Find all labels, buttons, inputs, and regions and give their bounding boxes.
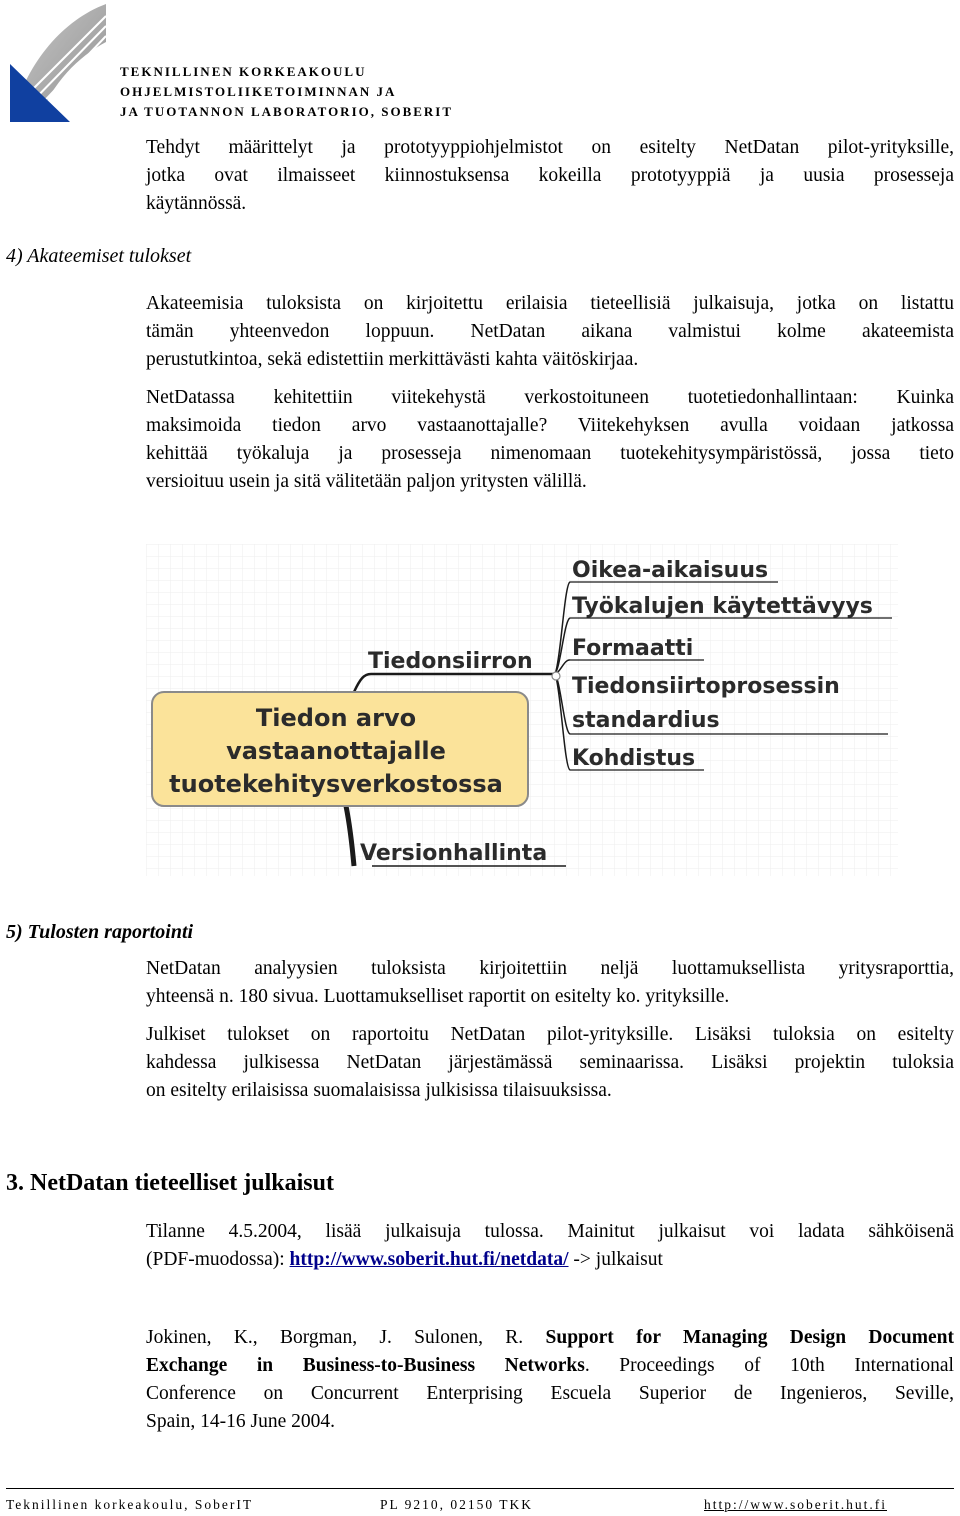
leaf-label: Tiedonsiirtoprosessin [572, 674, 840, 699]
publications-paragraph [146, 1218, 954, 1274]
text-line: kahdessa julkisessa NetDatan järjestämässä seminaarissa. Lisäksi projektin tuloksia [146, 1052, 954, 1073]
reference-title-part2: Exchange in Business-to-Business Networks [146, 1355, 585, 1376]
text-line: versioituu usein ja sitä välitetään paljon yritysten välillä. [146, 471, 587, 492]
text-line: Tilanne 4.5.2004, lisää julkaisuja tulossa. Mainitut julkaisut voi ladata sähköisenä [146, 1221, 954, 1242]
text-line: jotka ovat ilmaisseet kiinnostuksensa kokeilla prototyyppiä ja uusia prosesseja [146, 165, 954, 186]
section-heading-academic: 4) Akateemiset tulokset [6, 245, 192, 267]
text-fragment: -> julkaisut [568, 1249, 663, 1270]
leaf-label: Formaatti [572, 636, 694, 661]
header-title-line2: OHJELMISTOLIIKETOIMINNAN JA [120, 84, 397, 99]
leaf-label: Oikea-aikaisuus [572, 558, 769, 583]
reporting-paragraph-1 [146, 955, 954, 1011]
branch-label-bottom: Versionhallinta [360, 841, 548, 866]
text-line: yhteensä n. 180 sivua. Luottamukselliset raportit on esitelty ko. yrityksille. [146, 986, 730, 1007]
text-line: NetDatan analyysien tuloksista kirjoitettiin neljä luottamuksellista yritysraporttia, [146, 958, 954, 979]
footer-address: PL 9210, 02150 TKK [380, 1497, 534, 1512]
academic-paragraph-2 [146, 384, 954, 496]
footer-website-link[interactable]: http://www.soberit.hut.fi [704, 1497, 887, 1512]
intro-paragraph [146, 134, 954, 218]
text-line [146, 1352, 954, 1380]
header-title-line3: JA TUOTANNON LABORATORIO, SOBERIT [120, 104, 454, 119]
text-line: Tehdyt määrittelyt ja prototyyppiohjelmistot on esitelty NetDatan pilot-yrityksille, [146, 137, 954, 158]
leaf-label: Kohdistus [572, 746, 696, 771]
text-line: kehittää työkaluja ja prosesseja nimenomaan tuotekehitysympäristössä, jossa tieto [146, 443, 954, 464]
text-fragment: (PDF-muodossa): [146, 1249, 290, 1270]
text-line: Conference on Concurrent Enterprising Escuela Superior de Ingenieros, Seville, [146, 1383, 954, 1404]
text-line: perustutkintoa, sekä edistettiin merkittävästi kahta väitöskirjaa. [146, 349, 639, 370]
text-line [146, 1246, 954, 1274]
section-heading-reporting: 5) Tulosten raportointi [6, 921, 194, 943]
text-line: tämän yhteenvedon loppuun. NetDatan aikana valmistui kolme akateemista [146, 321, 954, 342]
text-line: Akateemisia tuloksista on kirjoitettu erilaisia tieteellisiä julkaisuja, jotka on listattu [146, 293, 954, 314]
footer-divider [6, 1488, 954, 1489]
leaf-label: Työkalujen käytettävyys [572, 594, 873, 619]
central-node-line2: vastaanottajalle [226, 737, 446, 765]
branch-label-top: Tiedonsiirron [368, 649, 533, 674]
reference-venue: . Proceedings of 10th International [584, 1355, 954, 1376]
leaf-label: standardius [572, 708, 720, 733]
section-heading-publications: 3. NetDatan tieteelliset julkaisut [6, 1170, 334, 1196]
reporting-paragraph-2 [146, 1021, 954, 1105]
text-line: Spain, 14-16 June 2004. [146, 1411, 336, 1432]
netdata-link[interactable]: http://www.soberit.hut.fi/netdata/ [289, 1249, 569, 1270]
text-line [146, 1324, 954, 1352]
reference-authors: Jokinen, K., Borgman, J. Sulonen, R. [146, 1327, 546, 1348]
central-node-line3: tuotekehitysverkostossa [169, 770, 503, 798]
header-title-line1: TEKNILLINEN KORKEAKOULU [120, 64, 367, 79]
reference-title-part1: Support for Managing Design Document [545, 1327, 955, 1348]
text-line: NetDatassa kehitettiin viitekehystä verkostoituneen tuotetiedonhallintaan: Kuinka [146, 387, 954, 408]
publication-reference [146, 1324, 954, 1436]
text-line: käytännössä. [146, 193, 247, 214]
text-line: Julkiset tulokset on raportoitu NetDatan pilot-yrityksille. Lisäksi tuloksia on esitelty [146, 1024, 954, 1045]
central-node-line1: Tiedon arvo [255, 704, 417, 732]
text-line: maksimoida tiedon arvo vastaanottajalle? Viitekehyksen avulla voidaan jatkossa [146, 415, 954, 436]
mindmap-figure [146, 544, 898, 876]
academic-paragraph-1 [146, 290, 954, 374]
university-logo [8, 2, 110, 122]
text-line: on esitelty erilaisissa suomalaisissa julkisissa tilaisuuksissa. [146, 1080, 612, 1101]
footer-institution: Teknillinen korkeakoulu, SoberIT [6, 1497, 254, 1512]
collapse-node [552, 672, 560, 680]
